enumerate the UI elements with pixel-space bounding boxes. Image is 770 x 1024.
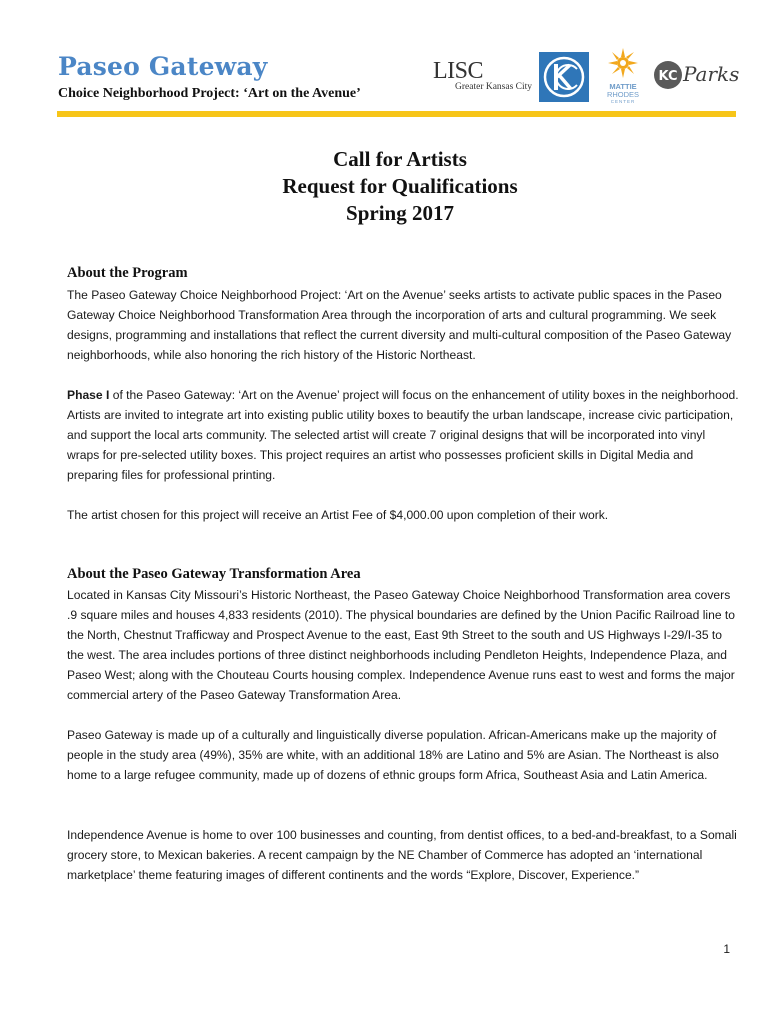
about-program-paragraph-3: The artist chosen for this project will receive an Artist Fee of $4,000.00 upon completion of their work. [67,508,609,522]
about-area-paragraph-3: Independence Avenue is home to over 100 businesses and counting, from dentist offices, to a bed-and-breakfast, to a Somali grocery store, to Mexican bakeries. A recent campaign by the NE Chamber of Commerce has adopted an ‘international marketplace’ theme featuring images of different continents and the words “Explore, Discover, Experience.” [67,828,737,882]
about-area-paragraph-1: Located in Kansas City Missouri’s Historic Northeast, the Paseo Gateway Choice Neighborhood Transformation area covers .9 square miles and houses 4,833 residents (2010). The physical boundaries are defined by the Union Pacific Railroad line to the North, Chestnut Trafficway and Prospect Avenue to the east, East 9th Street to the south and US Highways I-29/I-35 to the west. The area includes portions of three distinct neighborhoods including Pendleton Heights, Independence Plaza, and Paseo West; along with the Chouteau Courts housing complex. Independence Avenue runs east to west and forms the major commercial artery of the Paseo Gateway Transformation Area. [67,588,736,702]
mattie-rhodes-logo [600,48,646,108]
kc-parks-wordmark: Parks [683,62,740,86]
about-program-heading: About the Program [67,265,188,281]
about-program-paragraph-2 [67,385,739,485]
title-line-1: Call for Artists [333,147,467,171]
page-number: 1 [723,942,730,956]
lisc-logo [433,60,533,98]
about-area-heading: About the Paseo Gateway Transformation Area [67,566,361,582]
title-line-2: Request for Qualifications [282,174,518,198]
kc-parks-badge-icon [653,60,683,90]
kc-parks-logo [653,60,738,94]
phase-label: Phase I [67,388,110,402]
sun-icon [608,48,638,78]
brand-subtitle: Choice Neighborhood Project: ‘Art on the Avenue’ [58,86,361,101]
mattie-logo-line3: CENTER [610,99,636,104]
brand-title: Paseo Gateway [58,52,268,81]
lisc-logo-wordmark: LISC [433,58,484,84]
mattie-logo-line2: RHODES [606,90,640,99]
mattie-logo-line1: MATTIE [609,82,637,91]
lisc-logo-subtext: Greater Kansas City [455,82,533,92]
document-header [58,52,738,114]
partner-logos [433,52,738,102]
about-program-paragraph-1: The Paseo Gateway Choice Neighborhood Project: ‘Art on the Avenue’ seeks artists to activate public spaces in the Paseo Gateway Choice Neighborhood Transformation Area through the incorporation of arts and cultural programming. We seek designs, programming and installations that reflect the current diversity and multi-cultural composition of the Paseo Gateway neighborhoods, while also honoring the rich history of the Historic Northeast. [67,288,732,362]
title-line-3: Spring 2017 [346,201,454,225]
svg-text:KC: KC [658,69,678,84]
header-divider [57,111,736,117]
document-title [0,146,770,227]
phase-description: of the Paseo Gateway: ‘Art on the Avenue’ project will focus on the enhancement of utility boxes in the neighborhood. Artists are invited to integrate art into existing public utility boxes to beautify the urban landscape, increase civic participation, and support the local arts community. The selected artist will create 7 original designs that will be incorporated into vinyl wraps for pre-selected utility boxes. This project requires an artist who possesses proficient skills in Digital Media and preparing files for professional printing. [67,388,739,482]
kc-city-logo [539,52,589,102]
about-area-paragraph-2: Paseo Gateway is made up of a culturally and linguistically diverse population. African-Americans make up the majority of people in the study area (49%), 35% are white, with an additional 18% are Latino and 5% are Asian. The Northeast is also home to a large refugee community, made up of dozens of ethnic groups form Africa, Southeast Asia and Latin America. [67,728,719,782]
